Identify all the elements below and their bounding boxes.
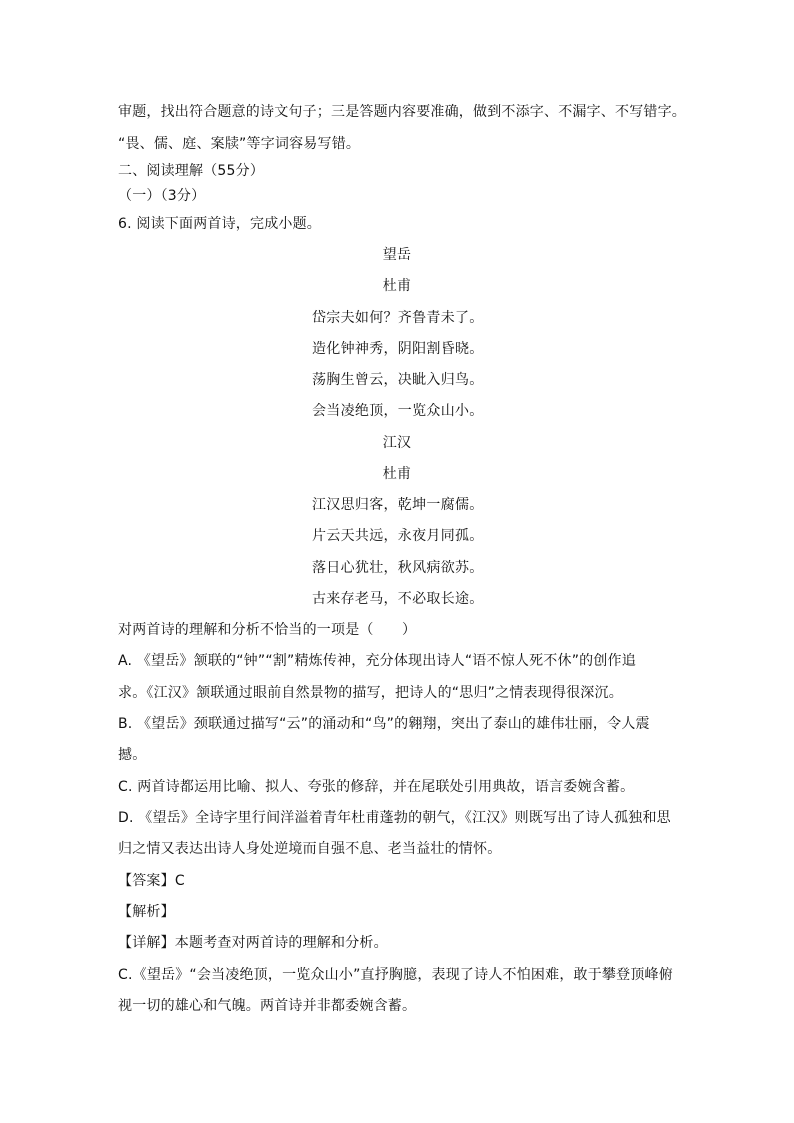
- option-d-line-1: D. 《望岳》全诗字里行间洋溢着青年杜甫蓬勃的朝气，《江汉》则既写出了诗人孤独和思: [118, 810, 671, 826]
- option-b-line-1: B. 《望岳》颈联通过描写“云”的涌动和“鸟”的翱翔，突出了泰山的雄伟壮丽，令人震: [118, 716, 650, 732]
- section-heading: 二、阅读理解（55分）: [118, 163, 265, 179]
- poem1-line-2: 造化钟神秀，阴阳割昏晓。: [312, 341, 484, 357]
- analysis-label: 【解析】: [118, 904, 175, 920]
- detail-line: 【详解】本题考查对两首诗的理解和分析。: [118, 935, 388, 951]
- poem1-author: 杜甫: [382, 278, 412, 294]
- subsection-heading: （一）（3分）: [118, 188, 206, 204]
- poem1-line-4: 会当凌绝顶，一览众山小。: [312, 403, 484, 419]
- poem2-line-1: 江汉思归客，乾坤一腐儒。: [312, 497, 484, 513]
- option-d-line-2: 归之情又表达出诗人身处逆境而自强不息、老当益壮的情怀。: [118, 841, 502, 857]
- answer-label: 【答案】: [118, 873, 175, 889]
- poem2-line-2: 片云天共远，永夜月同孤。: [312, 528, 484, 544]
- option-b-line-2: 撼。: [118, 747, 147, 763]
- option-a-line-1: A. 《望岳》颔联的“钟”“割”精炼传神，充分体现出诗人“语不惊人死不休”的创作追: [118, 653, 636, 669]
- intro-line-1: 审题，找出符合题意的诗文句子；三是答题内容要准确，做到不添字、不漏字、不写错字。: [118, 104, 686, 120]
- answer-value: C: [174, 873, 185, 889]
- explain-line-2: 视一切的雄心和气魄。两首诗并非都委婉含蓄。: [118, 998, 417, 1014]
- poem2-line-4: 古来存老马，不必取长途。: [312, 591, 484, 607]
- question-stem: 6. 阅读下面两首诗，完成小题。: [118, 216, 322, 232]
- poem2-author: 杜甫: [382, 466, 412, 482]
- poem1-line-3: 荡胸生曾云，决眦入归鸟。: [312, 372, 484, 388]
- question-prompt: 对两首诗的理解和分析不恰当的一项是（ ）: [118, 622, 417, 638]
- answer-row: [118, 872, 185, 890]
- option-a-line-2: 求。《江汉》颔联通过眼前自然景物的描写，把诗人的“思归”之情表现得很深沉。: [118, 685, 623, 701]
- intro-line-2: “畏、儒、庭、案牍”等字词容易写错。: [118, 136, 361, 152]
- option-c-line-1: C. 两首诗都运用比喻、拟人、夸张的修辞，并在尾联处引用典故，语言委婉含蓄。: [118, 779, 635, 795]
- poem2-line-3: 落日心犹壮，秋风病欲苏。: [312, 560, 484, 576]
- poem1-title: 望岳: [382, 247, 412, 263]
- poem2-title: 江汉: [382, 435, 412, 451]
- explain-line-1: C.《望岳》“会当凌绝顶，一览众山小”直抒胸臆，表现了诗人不怕困难，敢于攀登顶峰俯: [118, 967, 673, 983]
- poem1-line-1: 岱宗夫如何？齐鲁青未了。: [312, 310, 484, 326]
